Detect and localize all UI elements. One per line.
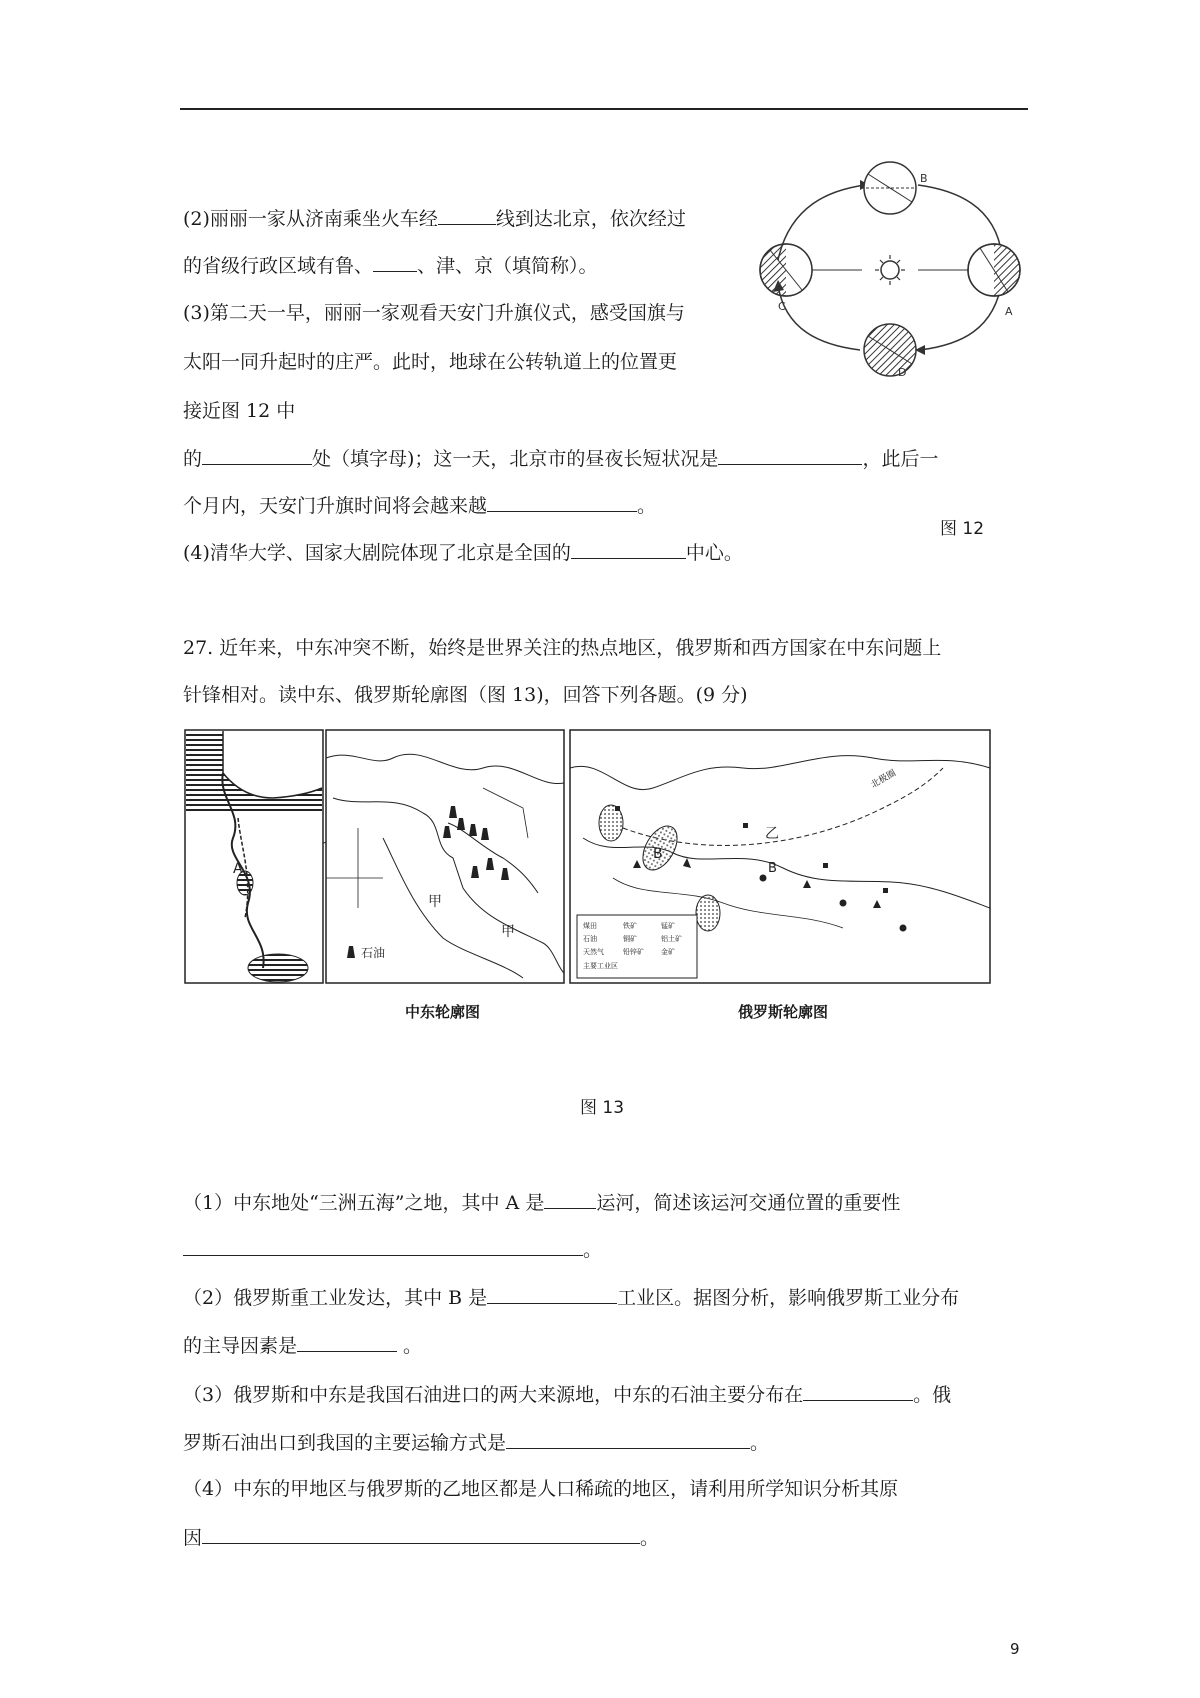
answer-blank[interactable] — [202, 1525, 640, 1544]
q27-s2-line-2 — [183, 1333, 422, 1358]
legend-item: 铅锌矿 — [623, 948, 644, 956]
q27-text: 罗斯石油出口到我国的主要运输方式是 — [183, 1432, 507, 1454]
q27-text: （2）俄罗斯重工业发达，其中 B 是 — [183, 1287, 488, 1309]
map-caption-russia: 俄罗斯轮廓图 — [738, 1003, 829, 1021]
q26-text: 中心。 — [685, 542, 743, 564]
legend-item: 石油 — [583, 935, 597, 943]
q26-text: 的 — [183, 448, 203, 470]
q27-text: 。 — [583, 1239, 603, 1261]
q27-text: 的主导因素是 — [183, 1335, 298, 1357]
earth-position-a — [968, 244, 1020, 296]
q27-text: 运河，简述该运河交通位置的重要性 — [596, 1192, 901, 1214]
q26-text: 个月内，天安门升旗时间将会越来越 — [183, 495, 488, 517]
q27-text: 。 — [397, 1335, 423, 1357]
q27-intro-line-1: 27. 近年来，中东冲突不断，始终是世界关注的热点地区，俄罗斯和西方国家在中东问题上 — [183, 637, 942, 659]
answer-blank[interactable] — [544, 1190, 596, 1209]
q26-line-7 — [183, 493, 656, 518]
map-caption-middle-east: 中东轮廓图 — [405, 1003, 481, 1021]
orbit-label-d: D — [898, 366, 907, 379]
q26-line-1 — [183, 206, 686, 231]
q27-s2-line-1 — [183, 1285, 959, 1310]
figure-13-maps — [183, 728, 993, 990]
map-label-b: B — [653, 846, 663, 862]
q26-text: 处（填字母)；这一天，北京市的昼夜长短状况是 — [312, 448, 719, 470]
q26-text: 。 — [637, 495, 657, 517]
suez-canal-inset — [185, 730, 323, 983]
q26-line-3: (3)第二天一早，丽丽一家观看天安门升旗仪式，感受国旗与 — [183, 302, 685, 324]
answer-blank[interactable] — [487, 1285, 617, 1304]
q27-text: （3）俄罗斯和中东是我国石油进口的两大来源地，中东的石油主要分布在 — [183, 1384, 804, 1406]
answer-blank[interactable] — [297, 1333, 397, 1352]
answer-blank[interactable] — [571, 540, 686, 559]
q27-text: 因 — [183, 1527, 203, 1549]
legend-oil-label: 石油 — [361, 946, 386, 960]
orbit-label-a: A — [1005, 305, 1013, 318]
map-label-jia-east: 甲 — [501, 924, 515, 940]
industrial-region — [696, 895, 720, 931]
earth-position-b — [864, 162, 916, 214]
legend-item: 天然气 — [583, 948, 604, 956]
sun-icon — [881, 261, 899, 279]
earth-orbit-diagram — [740, 160, 1040, 380]
q27-text: 工业区。据图分析，影响俄罗斯工业分布 — [617, 1287, 960, 1309]
q27-text: （1）中东地处“三洲五海”之地，其中 A 是 — [183, 1192, 545, 1214]
answer-blank[interactable] — [506, 1430, 750, 1449]
q26-text: ，此后一 — [862, 448, 939, 470]
q26-text: (2)丽丽一家从济南乘坐火车经 — [183, 208, 438, 230]
map-legend — [577, 915, 697, 978]
legend-item: 铝土矿 — [661, 935, 682, 943]
q26-line-2 — [183, 253, 598, 278]
russia-map — [570, 730, 990, 983]
answer-blank[interactable] — [487, 493, 637, 512]
map-label-b-east: B — [768, 861, 777, 876]
map-label-yi: 乙 — [765, 826, 779, 842]
q26-line-6 — [183, 446, 938, 471]
q26-text: 、津、京（填简称）。 — [417, 255, 598, 277]
map-label-a: A — [233, 861, 243, 877]
orbit-label-b: B — [920, 172, 928, 185]
map-label-arctic: 北极圈 — [869, 768, 898, 791]
q27-text: 。 — [750, 1432, 770, 1454]
q27-s1-line-2 — [183, 1237, 602, 1262]
q26-text: (4)清华大学、国家大剧院体现了北京是全国的 — [183, 542, 571, 564]
answer-blank[interactable] — [373, 253, 417, 272]
figure-13-caption: 图 13 — [580, 1098, 625, 1118]
q27-s3-line-1 — [183, 1382, 951, 1407]
page-number: 9 — [1010, 1640, 1020, 1658]
q27-s4-line-2 — [183, 1525, 659, 1550]
answer-blank[interactable] — [718, 446, 862, 465]
q26-text: 线到达北京，依次经过 — [495, 208, 686, 230]
q27-intro-line-2: 针锋相对。读中东、俄罗斯轮廓图（图 13)，回答下列各题。(9 分) — [183, 684, 748, 706]
map-label-jia: 甲 — [428, 894, 442, 910]
answer-blank[interactable] — [438, 206, 496, 225]
q26-line-4: 太阳一同升起时的庄严。此时，地球在公转轨道上的位置更 — [183, 351, 678, 373]
legend-item: 锰矿 — [661, 922, 675, 930]
q27-s3-line-2 — [183, 1430, 769, 1455]
figure-12-caption: 图 12 — [940, 519, 985, 539]
q26-text: 的省级行政区域有鲁、 — [183, 255, 374, 277]
answer-blank[interactable] — [183, 1237, 583, 1256]
q26-line-8 — [183, 540, 743, 565]
answer-blank[interactable] — [803, 1382, 913, 1401]
q26-line-5: 接近图 12 中 — [183, 400, 296, 422]
legend-item: 铁矿 — [623, 922, 637, 930]
earth-position-d — [864, 324, 916, 376]
legend-item: 铜矿 — [623, 935, 637, 943]
middle-east-map — [326, 730, 564, 983]
header-rule — [180, 108, 1028, 110]
legend-item: 煤田 — [583, 922, 597, 930]
legend-item: 金矿 — [661, 948, 675, 956]
q27-text: 。俄 — [913, 1384, 952, 1406]
q27-s4-line-1: （4）中东的甲地区与俄罗斯的乙地区都是人口稀疏的地区，请利用所学知识分析其原 — [183, 1478, 899, 1500]
q27-text: 。 — [640, 1527, 660, 1549]
q27-s1-line-1 — [183, 1190, 900, 1215]
earth-position-c — [760, 244, 812, 296]
answer-blank[interactable] — [202, 446, 312, 465]
legend-item: 主要工业区 — [583, 962, 618, 970]
orbit-label-c: C — [778, 300, 786, 313]
